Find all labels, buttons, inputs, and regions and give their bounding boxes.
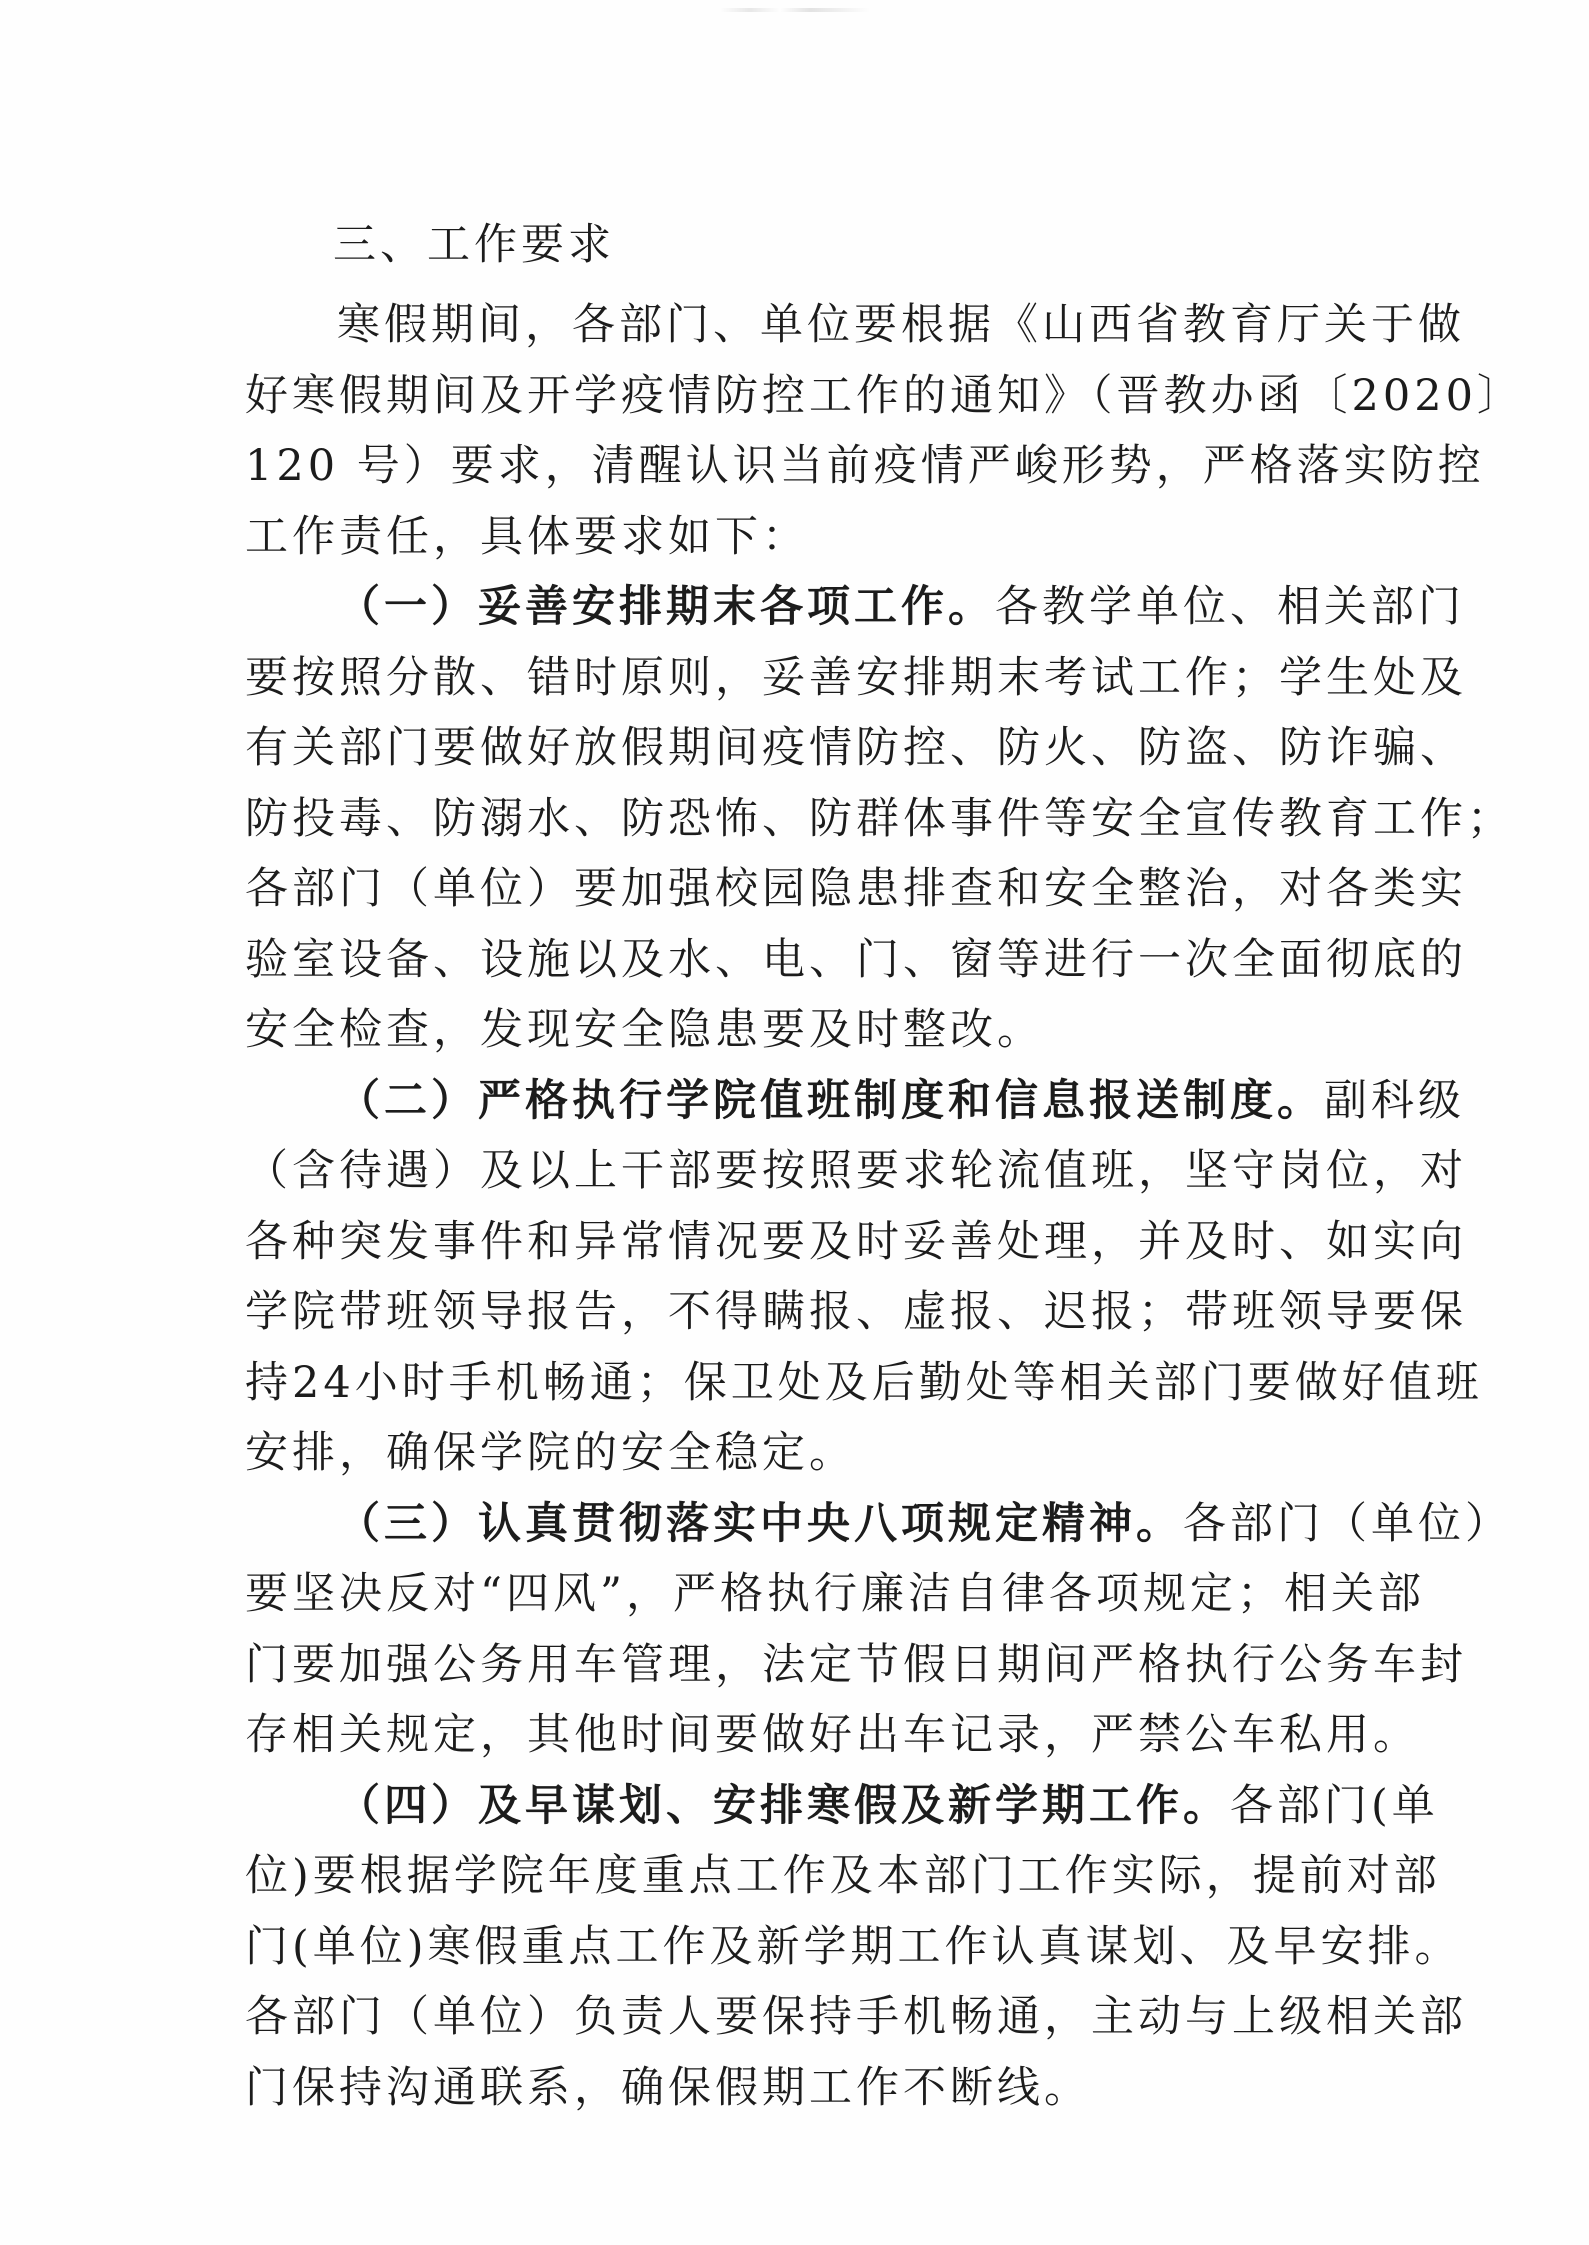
intro-paragraph [245,290,1524,572]
paragraph-line: 防投毒、防溺水、防恐怖、防群体事件等安全宣传教育工作； [245,793,1514,844]
item-text: 各部门(单 [1230,1780,1439,1831]
paragraph-line [245,1771,1439,1842]
item-text: 各教学单位、相关部门 [995,582,1465,632]
paragraph-line: 好寒假期间及开学疫情防控工作的通知》（晋教办函〔2020〕 [245,370,1524,421]
paragraph-line: 安排，确保学院的安全稳定。 [245,1428,856,1478]
paragraph-line: 持24小时手机畅通；保卫处及后勤处等相关部门要做好值班 [245,1357,1483,1408]
paragraph-line: 学院带班领导报告，不得瞒报、虚报、迟报；带班领导要保 [245,1287,1467,1337]
document-body [245,210,1524,2123]
scan-artifact [720,8,870,12]
paragraph-line: 各部门（单位）要加强校园隐患排查和安全整治，对各类实 [245,864,1467,914]
item-title: （三）认真贯彻落实中央八项规定精神。 [337,1498,1183,1549]
paragraph-line: 要坚决反对“四风”，严格执行廉洁自律各项规定；相关部 [245,1569,1425,1619]
paragraph-line: 安全检查，发现安全隐患要及时整改。 [245,1005,1044,1055]
item-title: （二）严格执行学院值班制度和信息报送制度。 [337,1075,1324,1126]
section-heading: 三、工作要求 [333,220,615,270]
requirement-item-3 [245,1489,1512,1771]
paragraph-line: 验室设备、设施以及水、电、门、窗等进行一次全面彻底的 [245,934,1467,985]
requirement-item-1 [245,572,1514,1066]
paragraph-line: （含待遇）及以上干部要按照要求轮流值班，坚守岗位，对 [245,1146,1467,1196]
item-text: 副科级 [1324,1075,1465,1126]
paragraph-line: 位)要根据学院年度重点工作及本部门工作实际，提前对部 [245,1851,1441,1901]
paragraph-line: 门(单位)寒假重点工作及新学期工作认真谋划、及早安排。 [245,1921,1462,1972]
paragraph-line: 各种突发事件和异常情况要及时妥善处理，并及时、如实向 [245,1216,1467,1267]
paragraph-line: 门要加强公务用车管理，法定节假日期间严格执行公务车封 [245,1639,1467,1690]
paragraph-line: 寒假期间，各部门、单位要根据《山西省教育厅关于做 [337,300,1465,350]
item-title: （四）及早谋划、安排寒假及新学期工作。 [337,1780,1230,1831]
paragraph-line: 工作责任，具体要求如下： [245,511,809,562]
paragraph-line: 120 号）要求，清醒认识当前疫情严峻形势，严格落实防控 [245,441,1485,491]
paragraph-line: 要按照分散、错时原则，妥善安排期末考试工作；学生处及 [245,652,1467,703]
paragraph-line [245,1066,1465,1137]
paragraph-line: 存相关规定，其他时间要做好出车记录，严禁公车私用。 [245,1710,1420,1760]
requirement-item-4 [245,1771,1467,2124]
paragraph-line: 门保持沟通联系，确保假期工作不断线。 [245,2062,1091,2113]
paragraph-line [245,572,1465,643]
paragraph-line [245,1489,1512,1560]
paragraph-line: 各部门（单位）负责人要保持手机畅通，主动与上级相关部 [245,1992,1467,2042]
item-title: （一）妥善安排期末各项工作。 [337,582,995,632]
item-text: 各部门（单位） [1183,1498,1512,1549]
requirement-item-2 [245,1066,1483,1489]
paragraph-line: 有关部门要做好放假期间疫情防控、防火、防盗、防诈骗、 [245,723,1467,773]
